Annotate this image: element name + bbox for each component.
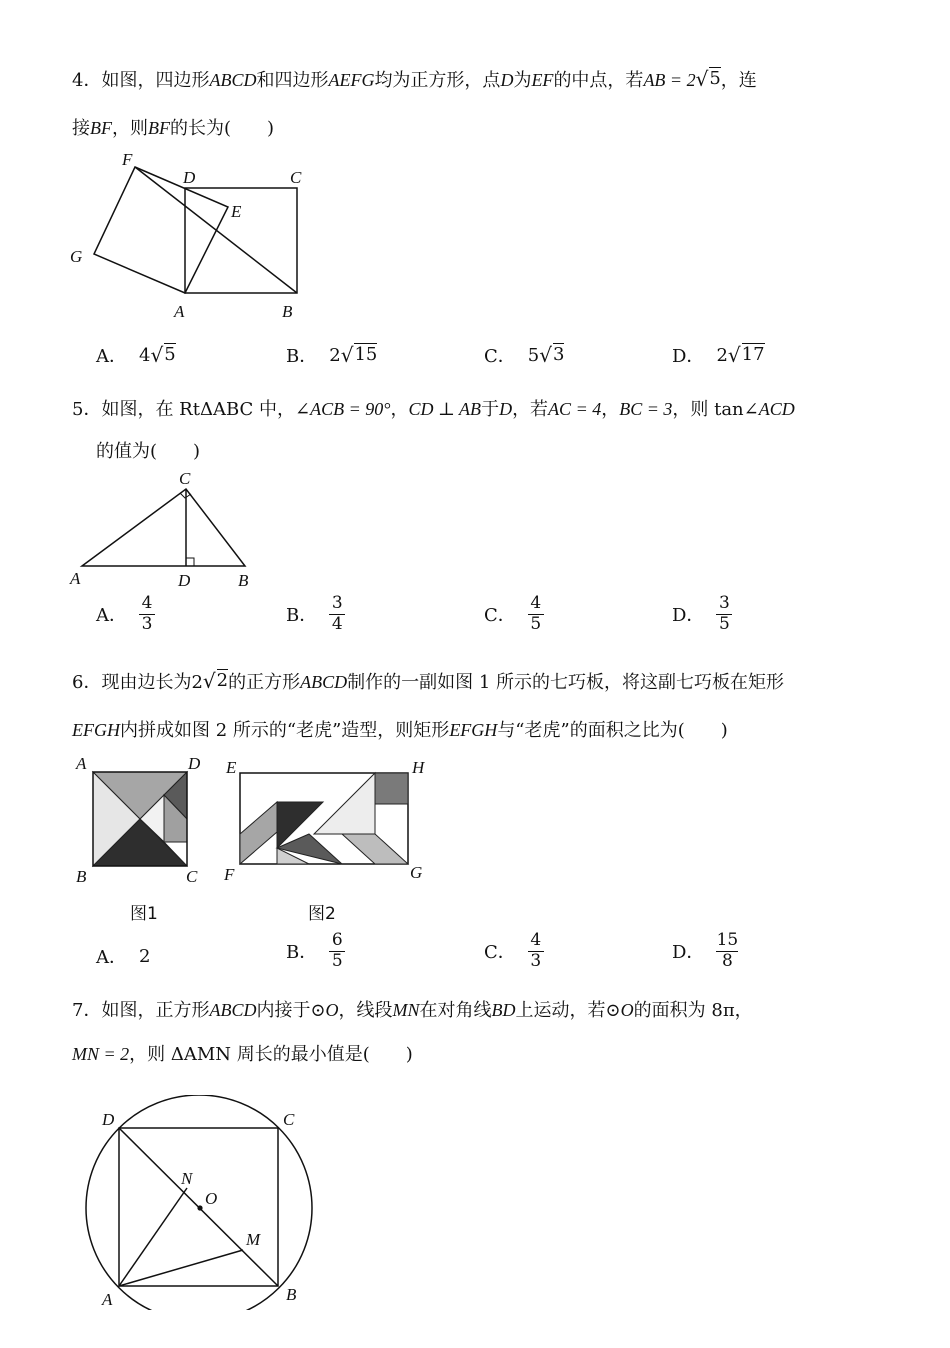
- segment-am: [119, 1250, 243, 1286]
- fig1-label-C: C: [186, 867, 198, 886]
- q5-option-b[interactable]: B． $\frac{3}{4}$: [286, 595, 345, 634]
- q6-figure-1: [70, 752, 210, 888]
- q4-option-c[interactable]: C． 5 √ 3: [484, 343, 565, 367]
- label-B: B: [238, 571, 249, 590]
- label-A: A: [174, 302, 185, 321]
- q5-line-2: 的值为( ): [96, 441, 201, 462]
- q7-figure: [80, 1095, 320, 1310]
- q5-figure: [60, 462, 280, 592]
- q6-option-d[interactable]: D． $\frac{15}{8}$: [672, 930, 739, 971]
- q5-number: 5．: [72, 399, 102, 420]
- q4-option-d[interactable]: D． 2 √ 17: [672, 343, 765, 367]
- q4-ab-sqrt: √ 5: [695, 67, 721, 91]
- label-O: O: [205, 1189, 218, 1208]
- q6-side-sqrt: √ 2: [202, 669, 229, 693]
- label-D: D: [183, 168, 196, 187]
- segment-bf: [135, 167, 297, 293]
- q7-line-1: 7．如图，正方形ABCD内接于⊙O，线段MN在对角线BD上运动，若⊙O的面积为 8π，: [72, 1000, 753, 1021]
- q5-option-a[interactable]: A． $\frac{4}{3}$: [96, 595, 155, 634]
- q6-line-1: 6．现由边长为2 √ 2 的正方形ABCD制作的一副如图 1 所示的七巧板，将这副七巧板在矩形: [72, 669, 785, 693]
- q7-line-2: MN = 2，则 ΔAMN 周长的最小值是( ): [72, 1044, 413, 1065]
- square-aefg: [94, 167, 228, 293]
- q7-number: 7．: [72, 1000, 102, 1021]
- tiger-square: [375, 773, 408, 804]
- q6-option-c[interactable]: C． $\frac{4}{3}$: [484, 932, 544, 971]
- q6-option-b[interactable]: B． $\frac{6}{5}$: [286, 932, 345, 971]
- label-C: C: [290, 168, 302, 187]
- q5-line-1: 5．如图，在 RtΔABC 中，∠ACB = 90°，CD ⊥ AB于D，若AC = 4，BC = 3，则 tan∠ACD: [72, 399, 795, 420]
- q6-number: 6．: [72, 672, 102, 693]
- label-N: N: [181, 1169, 193, 1188]
- q6-line-2: EFGH内拼成如图 2 所示的“老虎”造型，则矩形EFGH与“老虎”的面积之比为( ): [72, 720, 728, 741]
- right-angle-d: [186, 558, 194, 566]
- label-D: D: [102, 1110, 115, 1129]
- label-C: C: [179, 469, 191, 488]
- fig1-label-A: A: [76, 754, 87, 773]
- q6-figure-2: [220, 752, 440, 888]
- center-o: [197, 1205, 202, 1210]
- q5-option-d[interactable]: D． $\frac{3}{5}$: [672, 595, 732, 634]
- label-A: A: [70, 569, 81, 588]
- fig2-label-G: G: [410, 863, 423, 882]
- label-F: F: [122, 150, 133, 169]
- q6-fig2-caption: 图2: [308, 904, 336, 924]
- q4-option-b[interactable]: B． 2 √ 15: [286, 343, 378, 367]
- segment-an: [119, 1188, 187, 1286]
- label-B: B: [282, 302, 293, 321]
- label-D: D: [178, 571, 191, 590]
- fig2-label-F: F: [224, 865, 235, 884]
- fig2-label-E: E: [226, 758, 237, 777]
- label-M: M: [246, 1230, 261, 1249]
- fig1-label-D: D: [188, 754, 201, 773]
- q4-option-a[interactable]: A． 4 √ 5: [96, 343, 176, 367]
- q5-option-c[interactable]: C． $\frac{4}{5}$: [484, 595, 544, 634]
- label-E: E: [231, 202, 242, 221]
- q6-fig1-caption: 图1: [130, 904, 158, 924]
- q4-line-2: 接BF，则BF的长为( ): [72, 118, 275, 139]
- triangle-abc: [82, 489, 245, 566]
- q4-line-1: 4．如图，四边形ABCD和四边形AEFG均为正方形，点D为EF的中点，若AB = 2 √ 5 ，连: [72, 67, 757, 91]
- label-A: A: [102, 1290, 113, 1309]
- label-C: C: [283, 1110, 295, 1129]
- q4-figure: [60, 145, 340, 325]
- q6-option-a[interactable]: A． 2: [96, 945, 151, 968]
- label-B: B: [286, 1285, 297, 1304]
- fig2-label-H: H: [412, 758, 425, 777]
- fig1-label-B: B: [76, 867, 87, 886]
- q4-number: 4．: [72, 70, 102, 91]
- label-G: G: [70, 247, 83, 266]
